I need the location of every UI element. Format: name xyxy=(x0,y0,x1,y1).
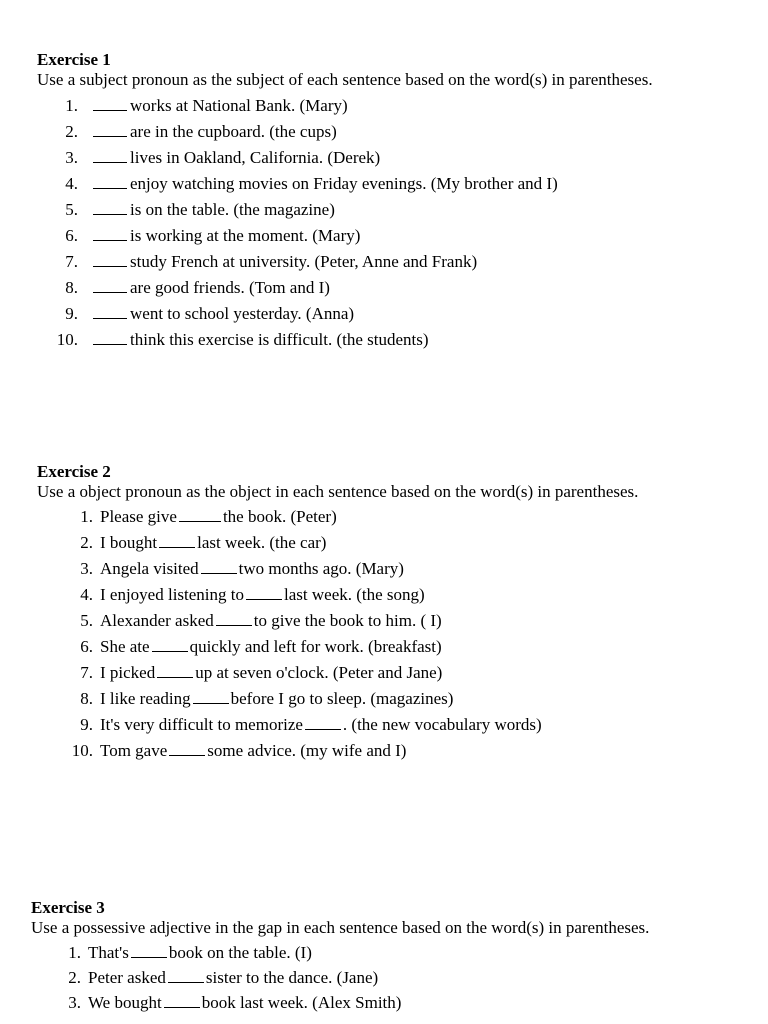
answer-blank[interactable] xyxy=(93,147,127,163)
item-text xyxy=(100,559,404,579)
item-text-before: Please give xyxy=(100,507,177,526)
item-text xyxy=(88,993,401,1013)
item-text-before: Peter asked xyxy=(88,968,166,987)
list-item xyxy=(37,738,638,764)
item-text-before: I like reading xyxy=(100,689,191,708)
item-text-before: Angela visited xyxy=(100,559,199,578)
answer-blank[interactable] xyxy=(93,173,127,189)
item-number: 2. xyxy=(80,533,93,552)
list-item xyxy=(37,556,638,582)
item-text-before: I picked xyxy=(100,663,156,682)
answer-blank[interactable] xyxy=(93,303,127,319)
answer-blank[interactable] xyxy=(93,225,127,241)
answer-blank[interactable] xyxy=(246,585,282,600)
answer-blank[interactable] xyxy=(201,559,237,574)
list-item xyxy=(37,327,653,353)
list-item xyxy=(37,249,653,275)
list-item xyxy=(37,660,638,686)
item-text-before: I enjoyed listening to xyxy=(100,585,245,604)
item-number: 10. xyxy=(56,330,78,349)
answer-blank[interactable] xyxy=(159,533,195,548)
answer-blank[interactable] xyxy=(93,251,127,267)
list-item xyxy=(37,712,638,738)
item-number: 3. xyxy=(80,559,93,578)
item-text xyxy=(88,968,378,988)
answer-blank[interactable] xyxy=(169,741,205,756)
item-number: 9. xyxy=(80,715,93,734)
answer-blank[interactable] xyxy=(168,968,204,983)
list-item xyxy=(37,93,653,119)
item-text-after: book on the table. (I) xyxy=(168,943,312,962)
list-item xyxy=(37,171,653,197)
item-text-after: up at seven o'clock. (Peter and Jane) xyxy=(195,663,443,682)
list-item xyxy=(37,582,638,608)
list-item xyxy=(37,119,653,145)
item-number: 8. xyxy=(80,689,93,708)
item-number: 1. xyxy=(68,943,81,962)
exercise-3-list xyxy=(31,940,649,1015)
item-number: 4. xyxy=(80,585,93,604)
answer-blank[interactable] xyxy=(216,611,252,626)
exercise-2-title: Exercise 2 xyxy=(37,462,111,481)
item-text-before: I bought xyxy=(100,533,158,552)
item-text-after: last week. (the car) xyxy=(197,533,327,552)
item-text xyxy=(100,611,442,631)
exercise-2 xyxy=(37,462,638,764)
item-text xyxy=(100,507,337,527)
item-number: 3. xyxy=(65,148,78,167)
item-number: 7. xyxy=(80,663,93,682)
item-text: went to school yesterday. (Anna) xyxy=(130,304,355,323)
item-number: 6. xyxy=(65,226,78,245)
item-text xyxy=(88,943,312,963)
item-number: 7. xyxy=(65,252,78,271)
item-number: 10. xyxy=(71,741,93,760)
item-number: 4. xyxy=(65,174,78,193)
answer-blank[interactable] xyxy=(93,277,127,293)
item-text-after: . (the new vocabulary words) xyxy=(342,715,542,734)
item-text: is working at the moment. (Mary) xyxy=(130,226,361,245)
item-text: enjoy watching movies on Friday evenings. (My brother and I) xyxy=(130,174,558,193)
list-item xyxy=(37,530,638,556)
item-number: 8. xyxy=(65,278,78,297)
item-text: works at National Bank. (Mary) xyxy=(130,96,348,115)
item-number: 5. xyxy=(80,611,93,630)
answer-blank[interactable] xyxy=(164,993,200,1008)
item-number: 2. xyxy=(65,122,78,141)
item-number: 6. xyxy=(80,637,93,656)
list-item xyxy=(31,990,649,1015)
item-text xyxy=(100,585,425,605)
item-text-after: to give the book to him. ( I) xyxy=(253,611,442,630)
exercise-1-instruction: Use a subject pronoun as the subject of each sentence based on the word(s) in parentheses. xyxy=(37,70,653,89)
item-text: lives in Oakland, California. (Derek) xyxy=(130,148,381,167)
list-item xyxy=(37,608,638,634)
answer-blank[interactable] xyxy=(93,121,127,137)
exercise-3 xyxy=(31,898,649,1015)
list-item xyxy=(37,504,638,530)
answer-blank[interactable] xyxy=(179,507,221,522)
item-text-after: before I go to sleep. (magazines) xyxy=(230,689,454,708)
list-item xyxy=(37,223,653,249)
list-item xyxy=(37,275,653,301)
item-text: think this exercise is difficult. (the students) xyxy=(130,330,429,349)
item-number: 1. xyxy=(80,507,93,526)
item-text: study French at university. (Peter, Anne and Frank) xyxy=(130,252,478,271)
item-text: is on the table. (the magazine) xyxy=(130,200,335,219)
item-text-after: last week. (the song) xyxy=(284,585,425,604)
exercise-2-list xyxy=(37,504,638,764)
item-text-after: book last week. (Alex Smith) xyxy=(201,993,402,1012)
list-item xyxy=(37,301,653,327)
item-text-before: We bought xyxy=(88,993,162,1012)
item-text-after: quickly and left for work. (breakfast) xyxy=(189,637,442,656)
item-text-before: She ate xyxy=(100,637,150,656)
item-text xyxy=(100,637,442,657)
item-text xyxy=(100,689,453,709)
list-item xyxy=(37,634,638,660)
answer-blank[interactable] xyxy=(93,95,127,111)
item-number: 1. xyxy=(65,96,78,115)
item-text-after: sister to the dance. (Jane) xyxy=(205,968,379,987)
item-text-before: It's very difficult to memorize xyxy=(100,715,303,734)
exercise-2-instruction: Use a object pronoun as the object in each sentence based on the word(s) in parentheses. xyxy=(37,482,639,501)
item-number: 9. xyxy=(65,304,78,323)
item-text-before: Tom gave xyxy=(100,741,168,760)
exercise-1-list xyxy=(37,93,653,353)
item-text-after: two months ago. (Mary) xyxy=(238,559,404,578)
item-text xyxy=(100,715,542,735)
answer-blank[interactable] xyxy=(157,663,193,678)
item-text-after: some advice. (my wife and I) xyxy=(207,741,407,760)
exercise-1-title: Exercise 1 xyxy=(37,50,111,69)
answer-blank[interactable] xyxy=(131,943,167,958)
item-text-before: Alexander asked xyxy=(100,611,214,630)
answer-blank[interactable] xyxy=(93,329,127,345)
answer-blank[interactable] xyxy=(93,199,127,215)
exercise-3-title: Exercise 3 xyxy=(31,898,105,917)
answer-blank[interactable] xyxy=(193,689,229,704)
item-text-after: the book. (Peter) xyxy=(222,507,337,526)
item-number: 5. xyxy=(65,200,78,219)
list-item xyxy=(37,197,653,223)
item-text xyxy=(100,533,326,553)
list-item xyxy=(31,940,649,965)
answer-blank[interactable] xyxy=(305,715,341,730)
exercise-1 xyxy=(37,50,653,353)
item-text xyxy=(100,663,442,683)
item-text: are in the cupboard. (the cups) xyxy=(130,122,337,141)
item-number: 2. xyxy=(68,968,81,987)
item-text-before: That's xyxy=(88,943,129,962)
item-text xyxy=(100,741,406,761)
item-text: are good friends. (Tom and I) xyxy=(130,278,330,297)
item-number: 3. xyxy=(68,993,81,1012)
list-item xyxy=(31,965,649,990)
list-item xyxy=(37,686,638,712)
exercise-3-instruction: Use a possessive adjective in the gap in each sentence based on the word(s) in parentheses. xyxy=(31,918,650,937)
answer-blank[interactable] xyxy=(152,637,188,652)
list-item xyxy=(37,145,653,171)
